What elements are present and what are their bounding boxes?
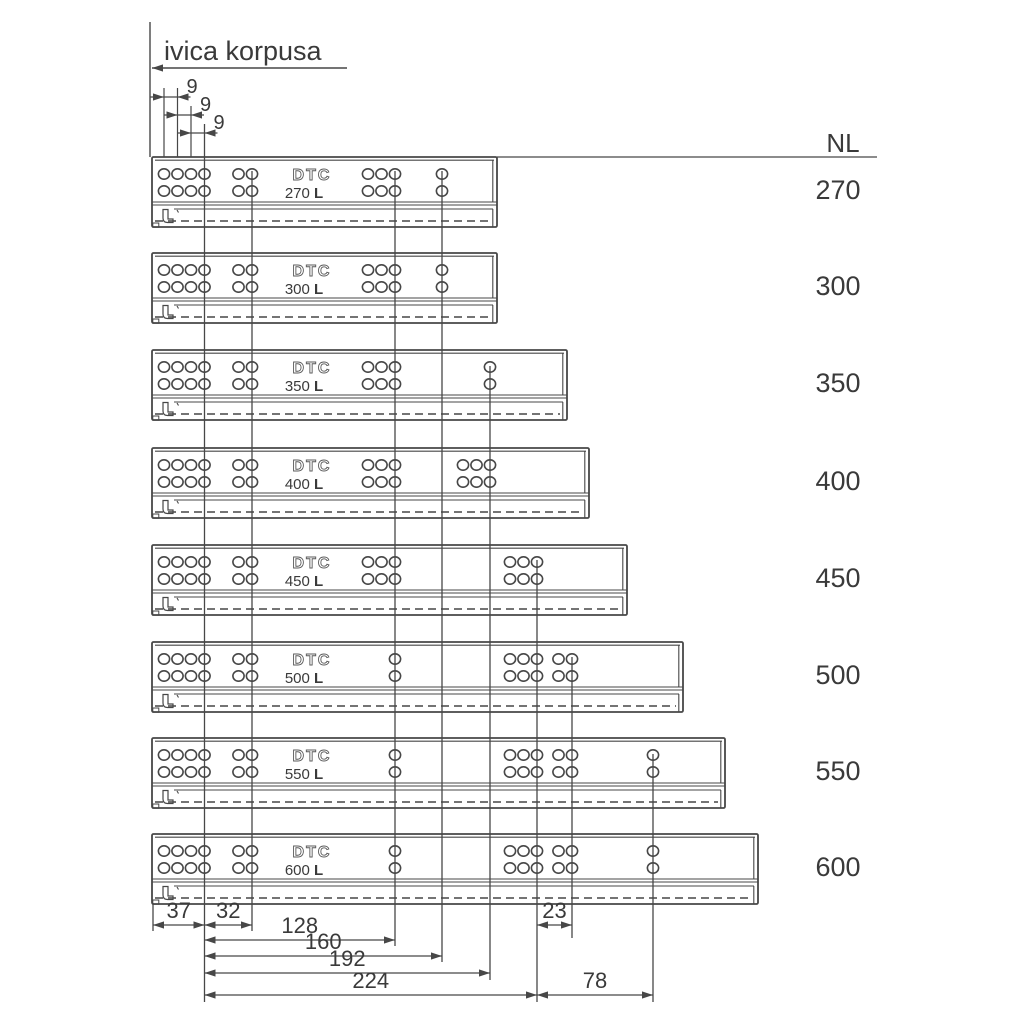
screw-hole [504,767,515,777]
screw-hole [172,863,183,873]
screw-hole [185,477,196,487]
screw-hole [233,557,244,567]
screw-hole [158,767,169,777]
nl-value-500: 500 [815,660,861,690]
dimension-arrowhead [153,93,164,100]
screw-hole [518,557,529,567]
screw-hole [376,169,387,179]
screw-hole [504,846,515,856]
screw-hole [362,169,373,179]
screw-hole [233,460,244,470]
screw-hole [362,477,373,487]
slide-550-brand-logo: DTC [292,748,332,765]
nl-value-450: 450 [815,563,861,593]
screw-hole [185,186,196,196]
screw-hole [376,557,387,567]
screw-hole [518,750,529,760]
dimension-arrowhead [642,991,653,998]
screw-hole [233,846,244,856]
screw-hole [233,282,244,292]
screw-hole [158,750,169,760]
screw-hole [553,767,564,777]
screw-hole [172,654,183,664]
slide-270-print-label: 270 L [284,185,324,202]
screw-hole [172,460,183,470]
dimension-arrowhead [479,969,490,976]
dim-label-160: 160 [304,929,342,954]
screw-hole [233,574,244,584]
screw-hole [158,362,169,372]
slide-600-print-label: 600 L [284,862,324,879]
screw-hole [376,460,387,470]
dim-label-192: 192 [328,946,366,971]
screw-hole [518,654,529,664]
screw-hole [185,362,196,372]
screw-hole [471,477,482,487]
screw-hole [504,557,515,567]
dimension-arrowhead [431,952,442,959]
dimension-arrowhead [384,936,395,943]
slide-600-brand-logo: DTC [292,844,332,861]
dimension-arrowhead [153,921,164,928]
screw-hole [518,671,529,681]
dim-label-23: 23 [542,898,567,923]
screw-hole [185,379,196,389]
top-dim-label: 9 [186,76,198,98]
screw-hole [158,574,169,584]
screw-hole [172,379,183,389]
screw-hole [553,671,564,681]
screw-hole [518,767,529,777]
slide-300-print-label: 300 L [284,281,324,298]
dimension-arrowhead [241,921,252,928]
screw-hole [233,863,244,873]
screw-hole [185,750,196,760]
screw-hole [185,846,196,856]
screw-hole [471,460,482,470]
screw-hole [233,767,244,777]
screw-hole [362,460,373,470]
screw-hole [185,557,196,567]
screw-hole [158,671,169,681]
screw-hole [172,767,183,777]
dimension-arrowhead [180,129,191,136]
screw-hole [457,460,468,470]
screw-hole [376,282,387,292]
screw-hole [504,671,515,681]
slide-400-brand-logo: DTC [292,458,332,475]
screw-hole [172,557,183,567]
screw-hole [158,460,169,470]
screw-hole [172,750,183,760]
screw-hole [233,186,244,196]
dimension-arrowhead [167,111,178,118]
dim-label-32: 32 [216,898,241,923]
screw-hole [158,379,169,389]
screw-hole [185,169,196,179]
top-dim-label: 9 [200,94,212,116]
dimension-arrowhead [537,991,548,998]
screw-hole [553,654,564,664]
screw-hole [518,863,529,873]
screw-hole [158,169,169,179]
screw-hole [185,574,196,584]
nl-value-600: 600 [815,852,861,882]
dimension-arrowhead [205,936,216,943]
screw-hole [376,379,387,389]
screw-hole [233,265,244,275]
screw-hole [362,186,373,196]
screw-hole [362,265,373,275]
screw-hole [172,282,183,292]
screw-hole [185,654,196,664]
screw-hole [172,574,183,584]
dimension-arrowhead [205,952,216,959]
screw-hole [185,265,196,275]
screw-hole [504,574,515,584]
screw-hole [504,750,515,760]
dim-label-37: 37 [166,898,191,923]
screw-hole [158,846,169,856]
nl-value-270: 270 [815,175,861,205]
screw-hole [172,477,183,487]
slide-350-body [152,350,567,420]
screw-hole [158,654,169,664]
nl-value-400: 400 [815,466,861,496]
screw-hole [518,574,529,584]
dim-label-128: 128 [281,913,319,938]
screw-hole [185,460,196,470]
screw-hole [504,863,515,873]
screw-hole [553,846,564,856]
screw-hole [362,379,373,389]
screw-hole [158,477,169,487]
dim-label-78: 78 [582,968,608,993]
screw-hole [185,863,196,873]
nl-value-550: 550 [815,756,861,786]
slide-300-brand-logo: DTC [292,263,332,280]
top-dim-label: 9 [213,112,225,134]
slide-550-print-label: 550 L [284,766,324,783]
slide-500-print-label: 500 L [284,670,324,687]
screw-hole [553,863,564,873]
corpus-edge-arrowhead [152,64,163,71]
screw-hole [362,282,373,292]
screw-hole [172,362,183,372]
screw-hole [233,750,244,760]
dimension-arrowhead [205,991,216,998]
slide-500-body [152,642,683,712]
slide-350-brand-logo: DTC [292,360,332,377]
screw-hole [172,265,183,275]
screw-hole [376,186,387,196]
slide-450-brand-logo: DTC [292,555,332,572]
slide-450-print-label: 450 L [284,573,324,590]
dim-label-224: 224 [352,968,390,993]
screw-hole [172,671,183,681]
screw-hole [376,574,387,584]
screw-hole [158,186,169,196]
screw-hole [457,477,468,487]
screw-hole [233,169,244,179]
slide-500-brand-logo: DTC [292,652,332,669]
nl-value-300: 300 [815,271,861,301]
screw-hole [158,557,169,567]
screw-hole [376,477,387,487]
screw-hole [233,654,244,664]
screw-hole [376,265,387,275]
corpus-edge-label: ivica korpusa [164,36,322,66]
slide-400-print-label: 400 L [284,476,324,493]
screw-hole [185,671,196,681]
screw-hole [553,750,564,760]
dimension-arrowhead [205,921,216,928]
screw-hole [233,362,244,372]
dimension-arrowhead [205,969,216,976]
screw-hole [172,186,183,196]
screw-hole [518,846,529,856]
screw-hole [233,379,244,389]
dimension-arrowhead [194,921,205,928]
slide-270-brand-logo: DTC [292,167,332,184]
screw-hole [233,477,244,487]
screw-hole [158,282,169,292]
screw-hole [362,362,373,372]
slide-350-print-label: 350 L [284,378,324,395]
screw-hole [185,282,196,292]
screw-hole [362,574,373,584]
screw-hole [376,362,387,372]
screw-hole [158,265,169,275]
screw-hole [504,654,515,664]
screw-hole [233,671,244,681]
screw-hole [172,846,183,856]
dimension-arrowhead [526,991,537,998]
nl-value-350: 350 [815,368,861,398]
screw-hole [362,557,373,567]
screw-hole [158,863,169,873]
nl-column-header: NL [826,128,860,158]
screw-hole [185,767,196,777]
screw-hole [172,169,183,179]
